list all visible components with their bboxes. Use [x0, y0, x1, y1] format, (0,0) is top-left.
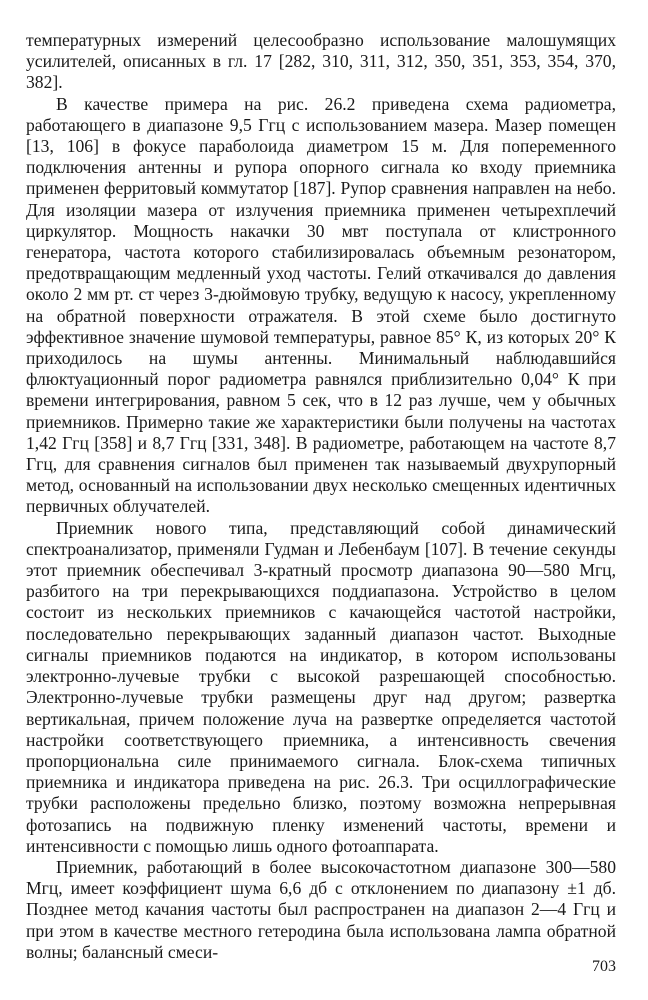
paragraph-2: В качестве примера на рис. 26.2 приведена схема радиометра, работающего в диапазоне 9,5 Ггц с использованием мазера. Мазер помещен [13, 106] в фокусе параболоида диаметром 15 м. Для попеременного подключения антенны и рупора опорного сигнала ко входу приемника применен ферритовый коммутатор [187]. Рупор сравнения направлен на небо. Для изоляции мазера от излучения приемника применен четырехплечий циркулятор. Мощность накачки 30 мвт поступала от клистронного генератора, частота которого стабилизировалась объемным резонатором, предотвращающим медленный уход частоты. Гелий откачивался до давления около 2 мм рт. ст через 3-дюймовую трубку, ведущую к насосу, укрепленному на обратной поверхности отражателя. В этой схеме было достигнуто эффективное значение шумовой температуры, равное 85° К, из которых 20° К приходилось на шумы антенны. Минимальный наблюдавшийся флюктуационный порог радиометра равнялся приблизительно 0,04° К при времени интегрирования, равном 5 сек, что в 12 раз лучше, чем у обычных приемников. Примерно такие же характеристики были получены на частотах 1,42 Ггц [358] и 8,7 Ггц [331, 348]. В радиометре, работающем на частоте 8,7 Ггц, для сравнения сигналов был применен так называемый двухрупорный метод, основанный на использовании двух несколько смещенных идентичных первичных облучателей.	[26, 93, 616, 517]
paragraph-3: Приемник нового типа, представляющий собой динамический спектроанализатор, применяли Гудман и Лебенбаум [107]. В течение секунды этот приемник обеспечивал 3-кратный просмотр диапазона 90—580 Мгц, разбитого на три перекрывающихся поддиапазона. Устройство в целом состоит из нескольких приемников с качающейся частотой настройки, последовательно перекрывающих заданный диапазон частот. Выходные сигналы приемников подаются на индикатор, в котором использованы электронно-лучевые трубки с высокой разрешающей способностью. Электронно-лучевые трубки размещены друг над другом; развертка вертикальная, причем положение луча на развертке определяется частотой настройки соответствующего приемника, а интенсивность свечения пропорциональна силе принимаемого сигнала. Блок-схема типичных приемника и индикатора приведена на рис. 26.3. Три осциллографические трубки расположены предельно близко, поэтому возможна непрерывная фотозапись на подвижную пленку изменений частоты, времени и интенсивности с помощью лишь одного фотоаппарата.	[26, 517, 616, 856]
page-text	[26, 30, 616, 963]
paragraph-4: Приемник, работающий в более высокочастотном диапазоне 300—580 Мгц, имеет коэффициент шума 6,6 дб с отклонением по диапазону ±1 дб. Позднее метод качания частоты был распространен на диапазон 2—4 Ггц и при этом в качестве местного гетеродина была использована лампа обратной волны; балансный смеси-	[26, 856, 616, 962]
paragraph-1: температурных измерений целесообразно использование малошумящих усилителей, описанных в гл. 17 [282, 310, 311, 312, 350, 351, 353, 354, 370, 382].	[26, 30, 616, 93]
page-number: 703	[592, 958, 616, 975]
